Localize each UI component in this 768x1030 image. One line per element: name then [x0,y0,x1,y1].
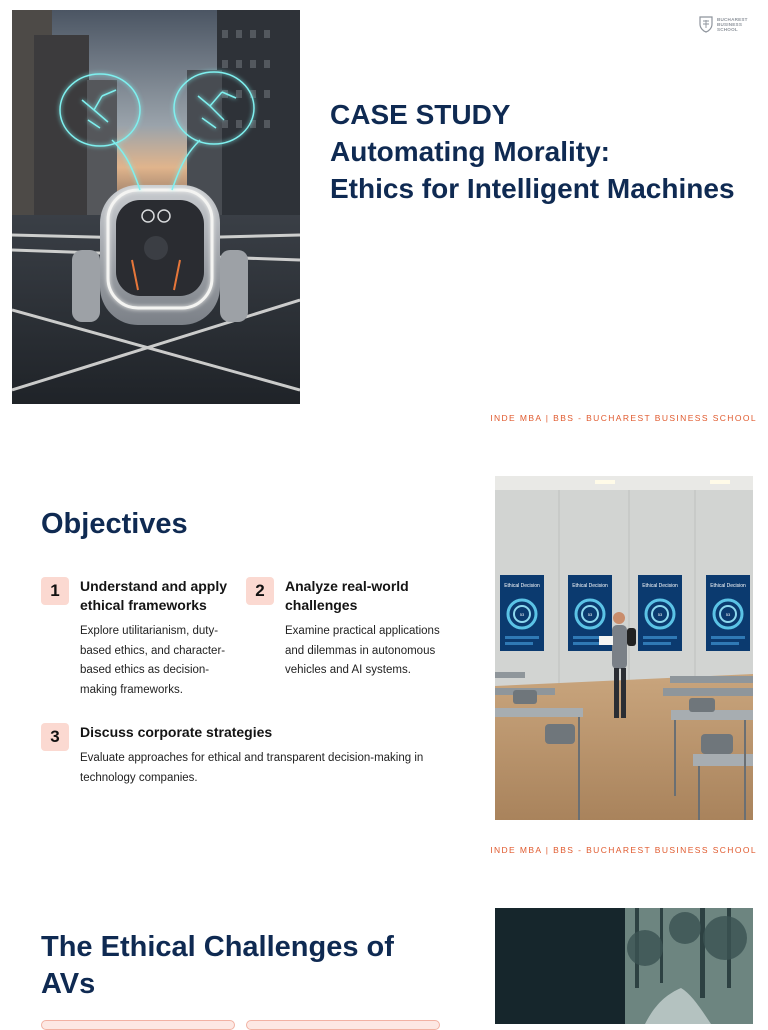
classroom-image [495,476,753,820]
hero-illustration [12,10,300,404]
objective-number-badge: 2 [246,577,274,605]
logo-line-2: BUSINESS [717,21,743,27]
challenges-heading: The Ethical Challenges of AVs [41,931,394,1000]
screen-label: Ethical Decision [710,583,746,589]
title-line-case-study: CASE STUDY [330,99,511,130]
screen-value: 53 [725,612,731,617]
logo-line-1: BUCHAREST [717,16,748,22]
objective-title: Discuss corporate strategies [80,724,273,740]
case-study-title [330,96,760,207]
title-line-ethics: Ethics for Intelligent Machines [330,173,735,204]
ethical-decision-screen [500,575,544,651]
objectives-heading: Objectives [41,508,188,540]
challenge-card [246,1020,440,1030]
objective-description: Evaluate approaches for ethical and transparent decision-making in technology companies. [80,752,424,784]
objective-item [41,577,236,707]
logo-wordmark [717,17,748,32]
screen-label: Ethical Decision [504,583,540,589]
title-line-automating-morality: Automating Morality: [330,136,610,167]
challenge-card [41,1020,235,1030]
school-logo [699,13,759,35]
logo-line-3: SCHOOL [717,26,738,32]
slide-footer: INDE MBA | BBS - BUCHAREST BUSINESS SCHOOL [490,845,757,855]
screen-value: 53 [587,612,593,617]
objective-number-badge: 3 [41,723,69,751]
shield-icon [699,15,713,33]
objective-description: Examine practical applications and dilemmas in autonomous vehicles and AI systems. [285,625,440,676]
objective-item [41,723,451,793]
hero-image-autonomous-car [12,10,300,404]
objective-number-badge: 1 [41,577,69,605]
slide-footer: INDE MBA | BBS - BUCHAREST BUSINESS SCHOOL [490,413,757,423]
objective-description: Explore utilitarianism, duty-based ethics, and character-based ethics as decision-making frameworks. [80,625,226,696]
ethical-decision-screen [706,575,750,651]
objective-title: Understand and apply ethical frameworks [80,578,228,613]
forest-illustration [495,908,753,1024]
screen-value: 53 [519,612,525,617]
objective-item [246,577,446,707]
screen-label: Ethical Decision [572,583,608,589]
objective-title: Analyze real-world challenges [285,578,409,613]
screen-value: 53 [657,612,663,617]
forest-road-image [495,908,753,1024]
classroom-illustration [495,476,753,820]
screen-label: Ethical Decision [642,583,678,589]
ethical-decision-screen [638,575,682,651]
